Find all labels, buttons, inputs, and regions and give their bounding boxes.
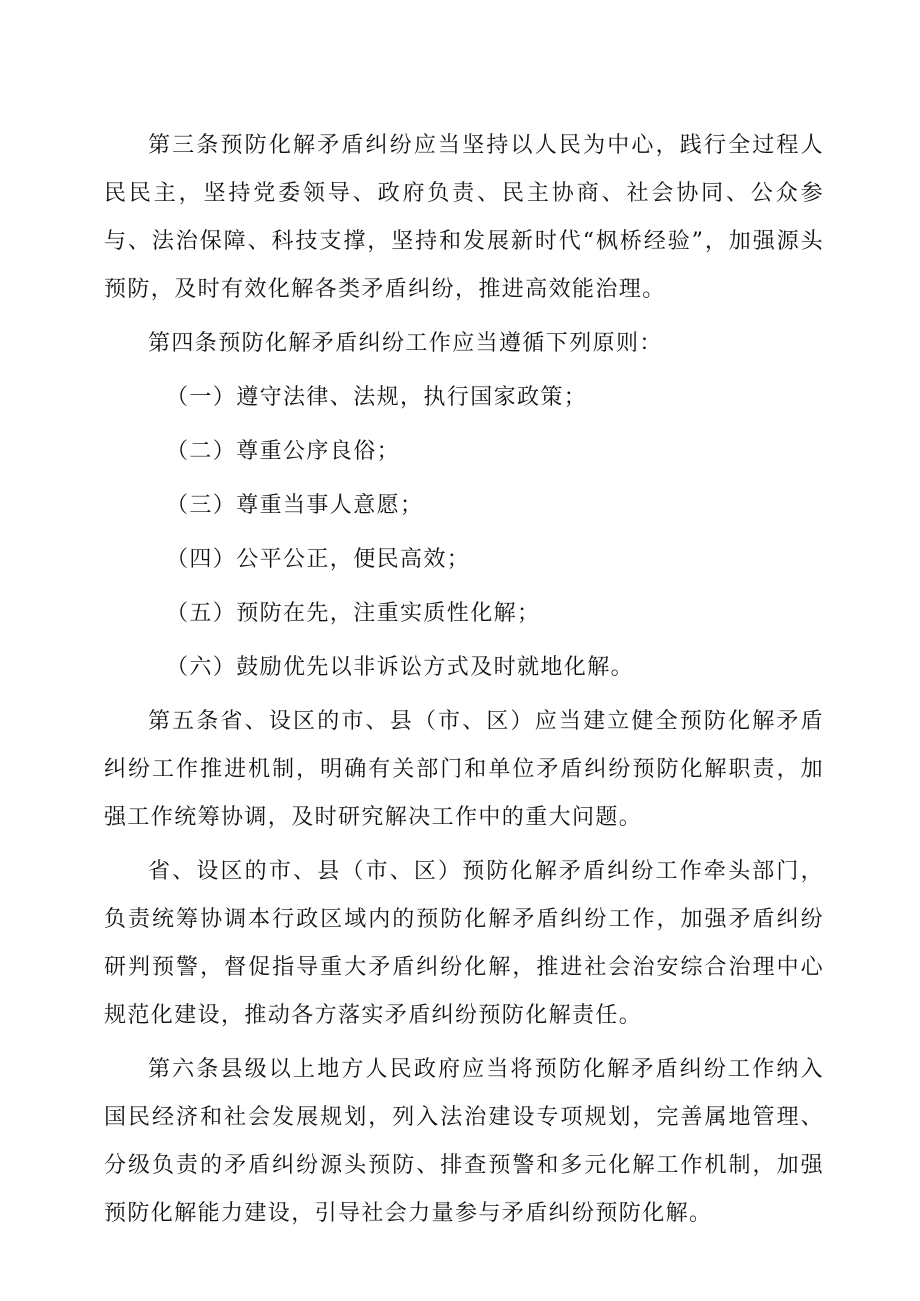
article-4-paragraph: 第四条预防化解矛盾纠纷工作应当遵循下列原则： [148,331,663,356]
principle-item-3: （三）尊重当事人意愿； [166,493,424,518]
document-body [104,122,824,1244]
principle-item-2: （二）尊重公序良俗； [166,439,401,464]
article-5-lead-department-paragraph: 省、设区的市、县（市、区）预防化解矛盾纠纷工作牵头部门，负责统筹协调本行政区域内的预防化解矛盾纠纷工作，加强矛盾纠纷研判预警，督促指导重大矛盾纠纷化解，推进社会治安综合治理中心规范化建设，推动各方落实矛盾纠纷预防化解责任。 [104,859,824,1028]
article-5-paragraph: 第五条省、设区的市、县（市、区）应当建立健全预防化解矛盾纠纷工作推进机制，明确有关部门和单位矛盾纠纷预防化解职责，加强工作统筹协调，及时研究解决工作中的重大问题。 [104,709,824,830]
principle-item-6: （六）鼓励优先以非诉讼方式及时就地化解。 [166,655,635,680]
principle-item-4: （四）公平公正，便民高效； [166,547,471,572]
article-3-paragraph: 第三条预防化解矛盾纠纷应当坚持以人民为中心，践行全过程人民民主，坚持党委领导、政府负责、民主协商、社会协同、公众参与、法治保障、科技支撑，坚持和发展新时代“枫桥经验”，加强源头预防，及时有效化解各类矛盾纠纷，推进高效能治理。 [104,133,824,302]
principle-item-5: （五）预防在先，注重实质性化解； [166,601,541,626]
principle-item-1: （一）遵守法律、法规，执行国家政策； [166,385,588,410]
article-6-paragraph: 第六条县级以上地方人民政府应当将预防化解矛盾纠纷工作纳入国民经济和社会发展规划，列入法治建设专项规划，完善属地管理、分级负责的矛盾纠纷源头预防、排查预警和多元化解工作机制，加强预防化解能力建设，引导社会力量参与矛盾纠纷预防化解。 [104,1057,824,1226]
